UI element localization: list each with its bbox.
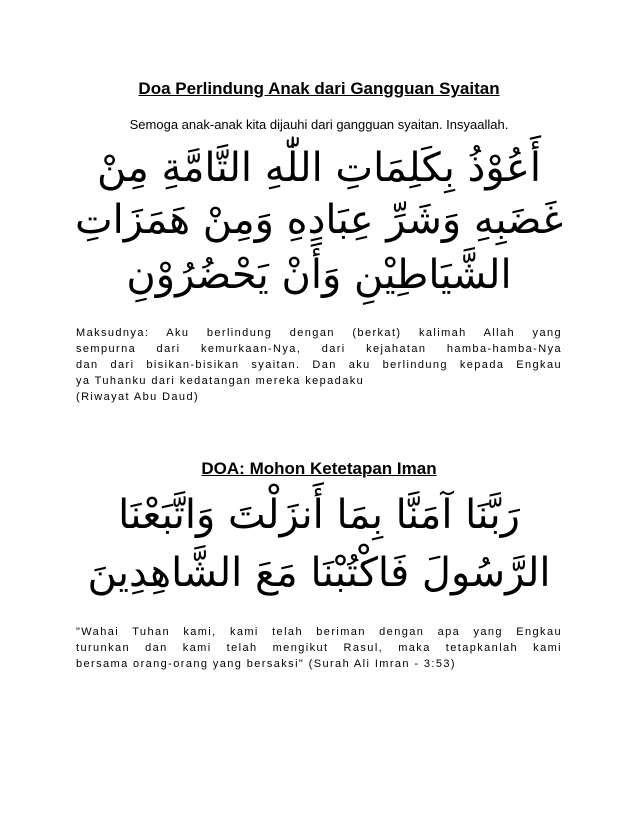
section1-translation: [76, 325, 562, 405]
arabic-prayer-line: غَضَبِهِ وَشَرِّ عِبَادِهِ وَمِنْ هَمَزَاتِ: [74, 197, 564, 243]
arabic-prayer-line: رَبَّنَا آمَنَّا بِمَا أَنزَلْتَ وَاتَّبَعْنَا: [118, 492, 520, 538]
translation-line: bersama orang-orang yang bersaksi" (Surah Ali Imran - 3:53): [76, 658, 456, 670]
section1-title: Doa Perlindung Anak dari Gangguan Syaitan: [138, 79, 500, 98]
section1-subtitle: Semoga anak-anak kita dijauhi dari gangguan syaitan. Insyaallah.: [129, 117, 509, 132]
translation-line: ya Tuhanku dari kedatangan mereka kepadaku: [76, 375, 365, 387]
arabic-prayer-line: الشَّيَاطِيْنِ وَأَنْ يَحْضُرُوْنِ: [126, 252, 512, 298]
translation-line: dan dari bisikan-bisikan syaitan. Dan aku berlindung kepada Engkau: [76, 359, 562, 371]
translation-line: "Wahai Tuhan kami, kami telah beriman dengan apa yang Engkau: [76, 626, 562, 638]
section2-title: DOA: Mohon Ketetapan Iman: [201, 459, 437, 478]
translation-source: (Riwayat Abu Daud): [76, 391, 200, 403]
translation-line: sempurna dari kemurkaan-Nya, dari kejahatan hamba-hamba-Nya: [76, 343, 562, 355]
arabic-prayer-line: أَعُوْذُ بِكَلِمَاتِ اللّٰهِ التَّامَّةِ مِنْ: [96, 145, 542, 191]
arabic-prayer-line: الرَّسُولَ فَاكْتُبْنَا مَعَ الشَّاهِدِينَ: [87, 550, 551, 596]
section2-translation: [76, 624, 562, 672]
translation-line: turunkan dan kami telah mengikut Rasul, maka tetapkanlah kami: [76, 642, 562, 654]
translation-line: Maksudnya: Aku berlindung dengan (berkat) kalimah Allah yang: [76, 327, 562, 339]
